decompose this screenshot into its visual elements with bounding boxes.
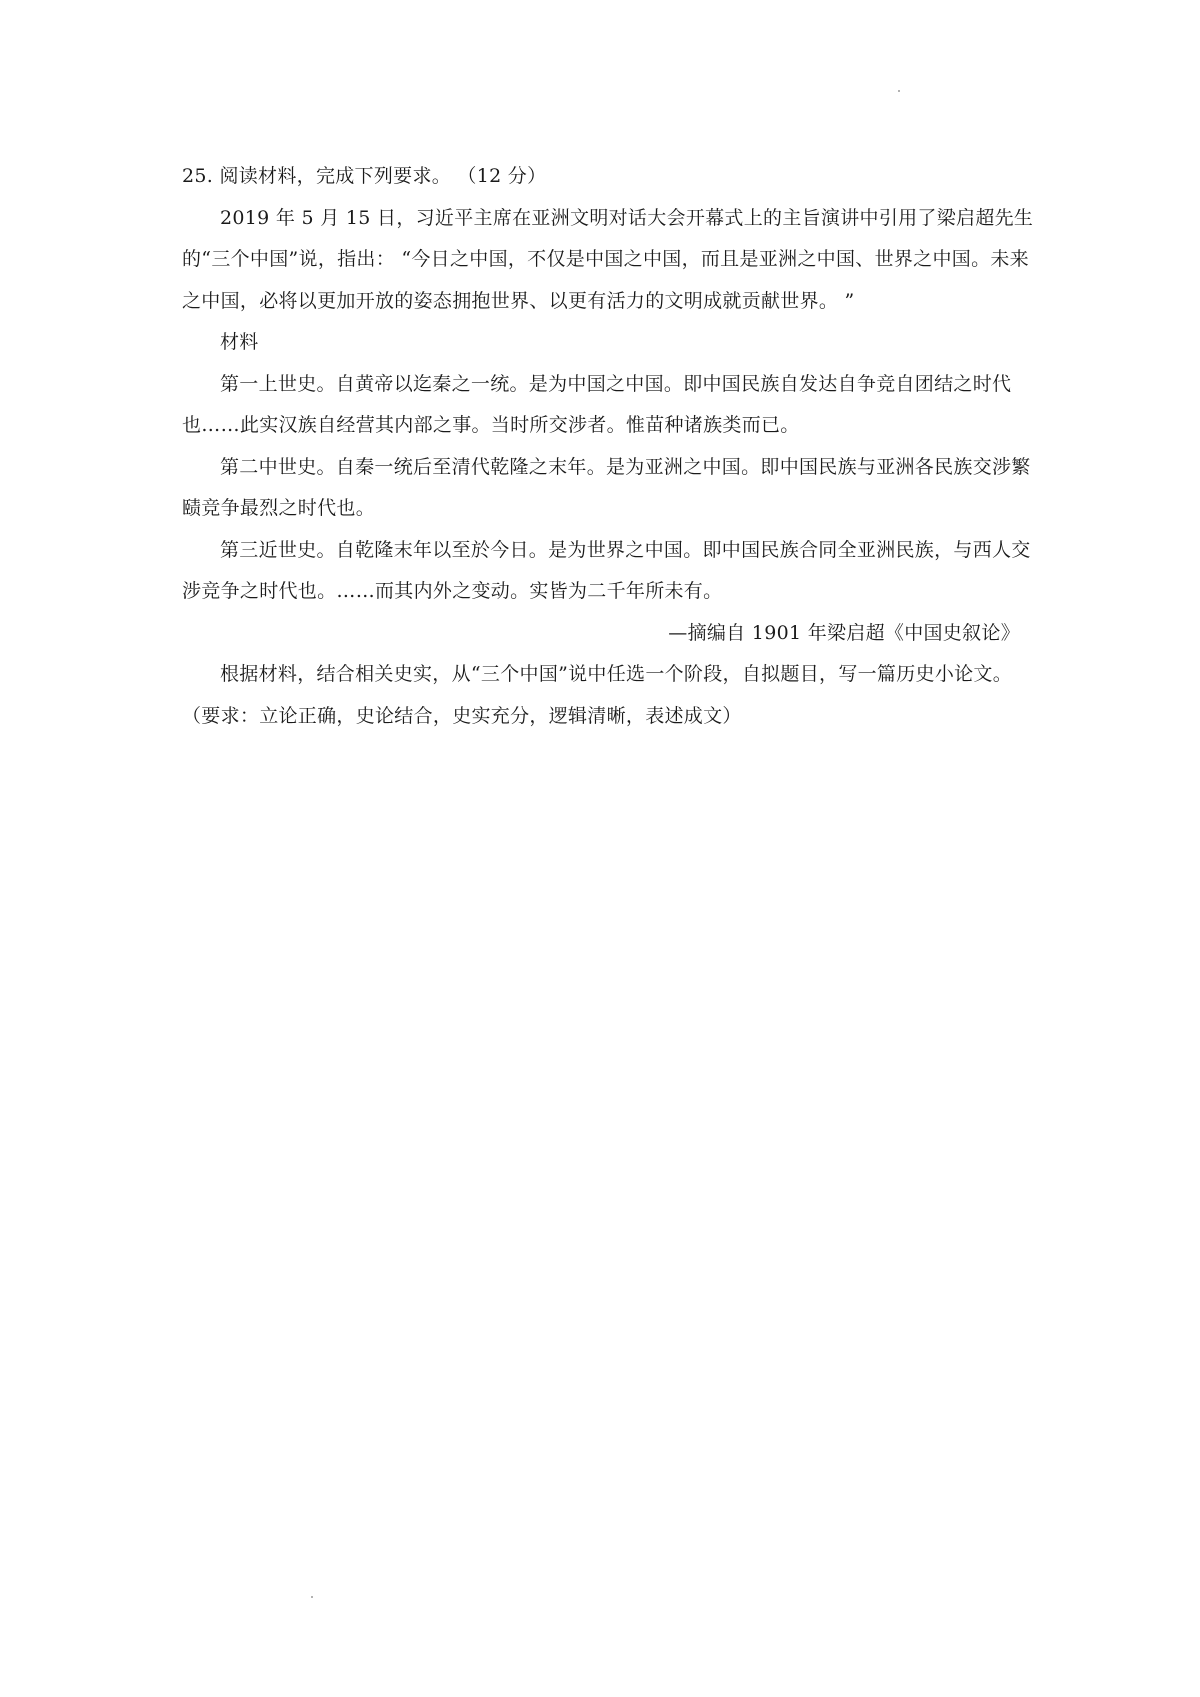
question-intro: 2019 年 5 月 15 日，习近平主席在亚洲文明对话大会开幕式上的主旨演讲中引用了梁启超先生的“三个中国”说，指出： “今日之中国，不仅是中国之中国，而且是亚洲之中国、世界之中国。未来之中国，必将以更加开放的姿态拥抱世界、以更有活力的文明成就贡献世界。 ” xyxy=(182,206,1034,312)
material-paragraph-1: 第一上世史。自黄帝以迄秦之一统。是为中国之中国。即中国民族自发达自争竞自团结之时代也……此实汉族自经营其内部之事。当时所交涉者。惟苗种诸族类而已。 xyxy=(182,372,1012,436)
question-header: 25. 阅读材料，完成下列要求。 （12 分） xyxy=(182,165,547,187)
material-paragraph-2: 第二中世史。自秦一统后至清代乾隆之末年。是为亚洲之中国。即中国民族与亚洲各民族交涉繁赜竞争最烈之时代也。 xyxy=(182,455,1031,519)
question-block xyxy=(182,156,1038,737)
material-label: 材料 xyxy=(220,331,259,353)
material-paragraph-3: 第三近世史。自乾隆末年以至於今日。是为世界之中国。即中国民族合同全亚洲民族，与西人交涉竞争之时代也。……而其内外之变动。实皆为二千年所未有。 xyxy=(182,538,1031,602)
question-task: 根据材料，结合相关史实，从“三个中国”说中任选一个阶段，自拟题目，写一篇历史小论文。 （要求：立论正确，史论结合，史实充分，逻辑清晰，表述成文） xyxy=(182,663,1013,727)
scan-speck xyxy=(898,90,900,92)
scan-speck xyxy=(311,1596,313,1598)
material-source: —摘编自 1901 年梁启超《中国史叙论》 xyxy=(668,621,1020,644)
